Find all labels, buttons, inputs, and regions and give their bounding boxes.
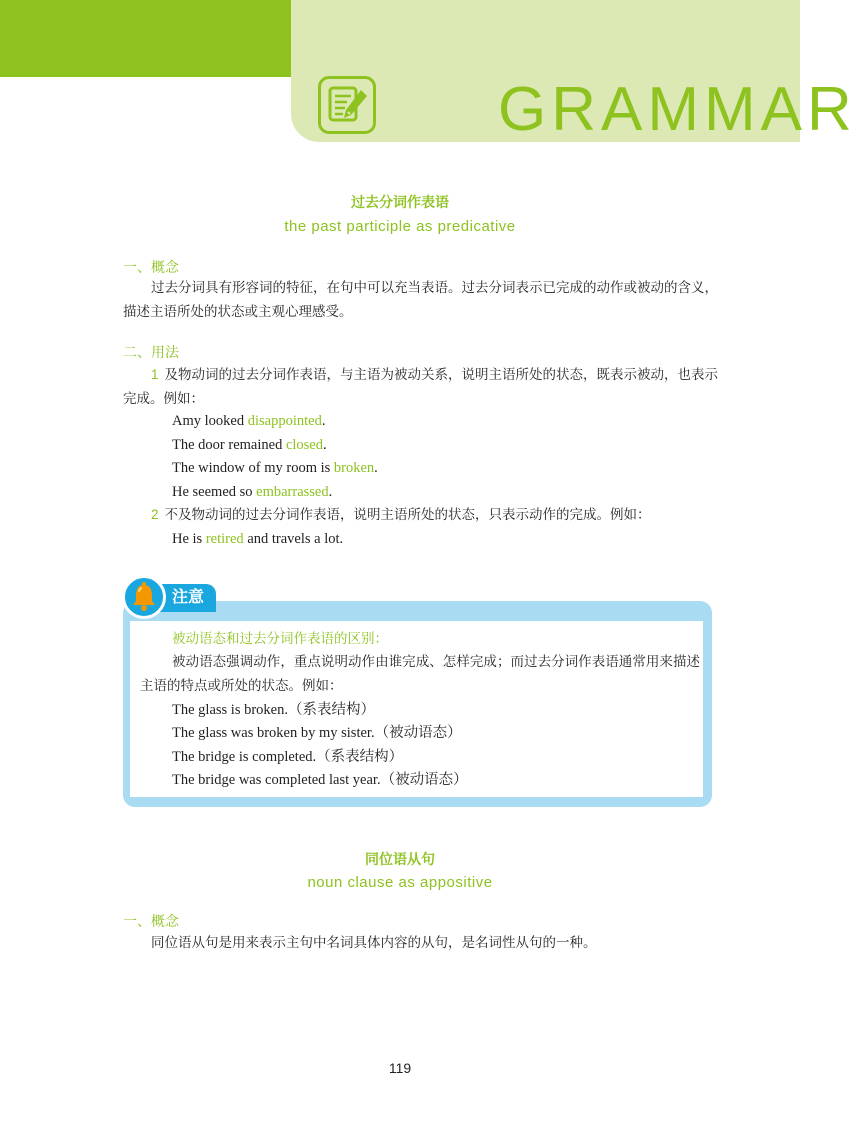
usage-item-2 — [123, 503, 718, 527]
example-line: Amy looked disappointed. — [172, 413, 326, 429]
usage-item-text: 不及物动词的过去分词作表语，说明主语所处的状态，只表示动作的完成。例如： — [164, 507, 651, 523]
note-example: The bridge is completed.（系表结构） — [172, 749, 404, 765]
section2-title-cn: 同位语从句 — [365, 852, 435, 868]
usage-item-number: 2 — [151, 507, 159, 522]
example-line: He is retired and travels a lot. — [172, 531, 344, 547]
note-subtitle: 被动语态和过去分词作表语的区别： — [172, 631, 388, 647]
note-example: The glass was broken by my sister.（被动语态） — [172, 725, 462, 741]
section1-concept-text: 过去分词具有形容词的特征，在句中可以充当表语。过去分词表示已完成的动作或被动的含义，描述主语所处的状态或主观心理感受。 — [123, 280, 718, 320]
section1-title-en: the past participle as predicative — [284, 218, 516, 235]
note-example: The glass is broken.（系表结构） — [172, 702, 375, 718]
note-example: The bridge was completed last year.（被动语态） — [172, 772, 468, 788]
section2-concept-heading: 一、概念 — [123, 914, 179, 930]
header-green-bar — [0, 0, 291, 77]
section1-title-cn: 过去分词作表语 — [351, 195, 449, 211]
example-line: The door remained closed. — [172, 437, 327, 453]
example-line: The window of my room is broken. — [172, 460, 378, 476]
section2-title-en: noun clause as appositive — [307, 874, 493, 891]
page-number: 119 — [388, 1060, 412, 1076]
usage-item-text: 及物动词的过去分词作表语，与主语为被动关系，说明主语所处的状态，既表示被动，也表示完成。例如： — [123, 367, 719, 407]
section1-concept-heading: 一、概念 — [123, 260, 179, 276]
bell-icon — [122, 575, 166, 619]
section2-concept-text: 同位语从句是用来表示主句中名词具体内容的从句，是名词性从句的一种。 — [151, 935, 597, 951]
section1-usage-heading: 二、用法 — [123, 345, 179, 361]
page-header-title: GRAMMAR — [498, 75, 857, 144]
usage-item-number: 1 — [151, 367, 159, 382]
notepad-pencil-icon — [318, 76, 376, 134]
example-line: He seemed so embarrassed. — [172, 484, 333, 500]
note-text: 被动语态强调动作，重点说明动作由谁完成、怎样完成；而过去分词作表语通常用来描述主语的特点或所处的状态。例如： — [140, 654, 700, 694]
usage-item-1 — [123, 363, 718, 411]
note-label: 注意 — [172, 587, 205, 606]
